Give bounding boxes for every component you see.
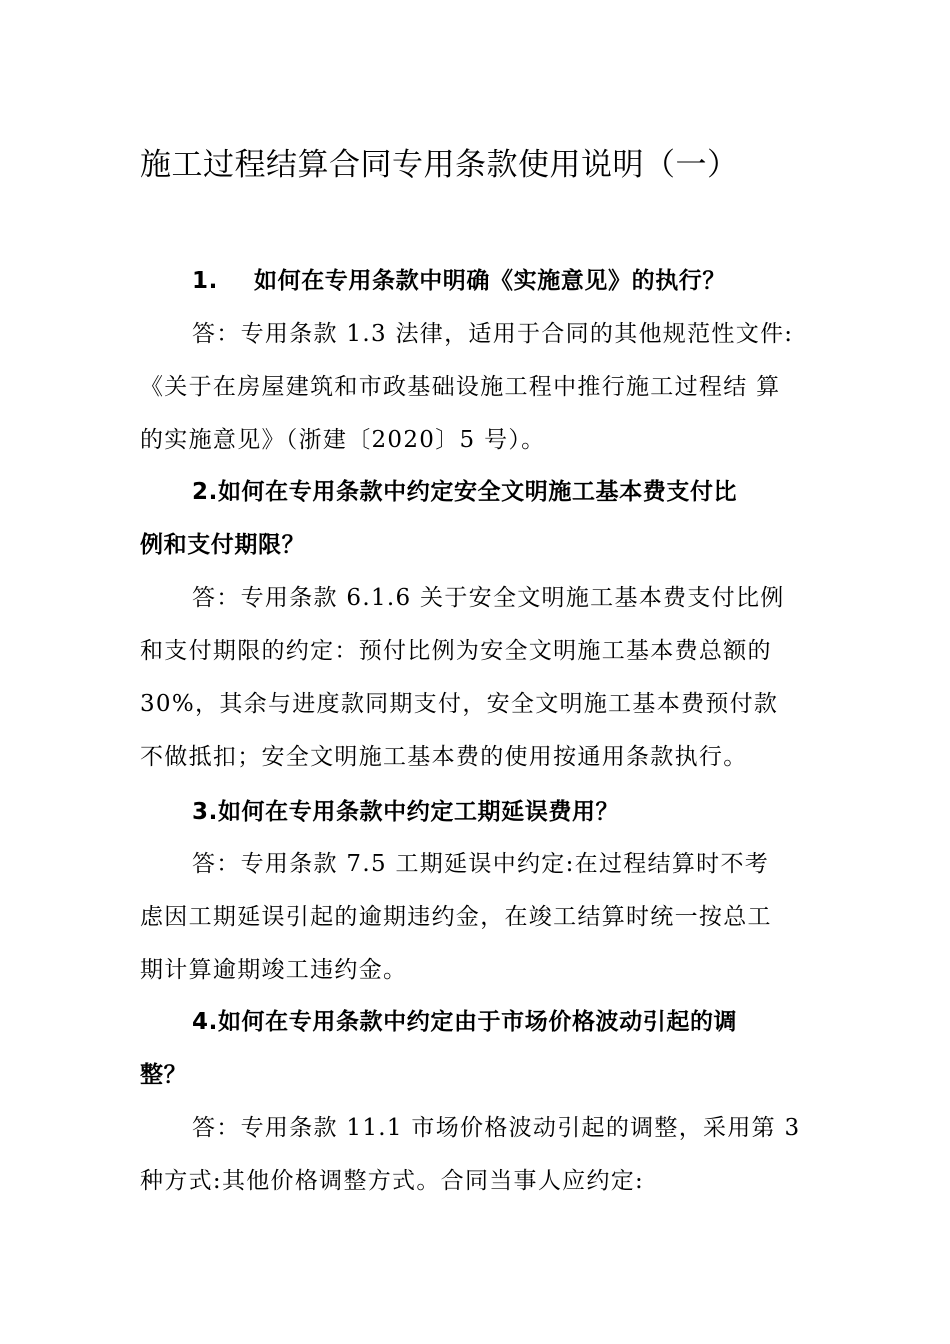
answer-3-line-3: 期计算逾期竣工违约金。 [140, 957, 408, 983]
question-4-line-2: 整？ [140, 1062, 188, 1088]
question-3-line-1: 3.如何在专用条款中约定工期延误费用？ [192, 799, 620, 825]
answer-4-line-1: 答：专用条款 11.1 市场价格波动引起的调整，采用第 3 [192, 1115, 801, 1141]
document-title: 施工过程结算合同专用条款使用说明（一） [140, 147, 739, 183]
answer-1-line-3: 的实施意见》（浙建〔2020〕5 号）。 [140, 427, 546, 453]
question-2-line-2: 例和支付期限？ [140, 532, 306, 558]
question-2-line-1: 2.如何在专用条款中约定安全文明施工基本费支付比 [192, 479, 738, 505]
answer-4-line-2: 种方式:其他价格调整方式。合同当事人应约定: [140, 1168, 645, 1194]
question-4 [140, 996, 820, 1102]
answer-3-line-1: 答：专用条款 7.5 工期延误中约定:在过程结算时不考 [192, 851, 770, 877]
question-1-text: 如何在专用条款中明确《实施意见》的执行？ [254, 268, 726, 294]
answer-3-line-2: 虑因工期延误引起的逾期违约金，在竣工结算时统一按总工 [140, 904, 772, 930]
answer-1 [140, 308, 820, 467]
answer-4 [140, 1102, 820, 1208]
answer-3 [140, 838, 820, 997]
question-1 [140, 255, 820, 308]
question-3 [140, 786, 820, 839]
answer-1-line-2: 《关于在房屋建筑和市政基础设施工程中推行施工过程结 算 [140, 374, 781, 400]
question-2 [140, 466, 820, 572]
question-4-line-1: 4.如何在专用条款中约定由于市场价格波动引起的调 [192, 1009, 738, 1035]
answer-2-line-4: 不做抵扣；安全文明施工基本费的使用按通用条款执行。 [140, 744, 748, 770]
question-1-number: 1. [192, 268, 218, 294]
answer-2 [140, 572, 820, 784]
answer-2-line-3: 30%，其余与进度款同期支付，安全文明施工基本费预付款 [140, 691, 779, 717]
answer-2-line-1: 答：专用条款 6.1.6 关于安全文明施工基本费支付比例 [192, 585, 785, 611]
answer-1-line-1: 答：专用条款 1.3 法律，适用于合同的其他规范性文件: [192, 321, 794, 347]
answer-2-line-2: 和支付期限的约定：预付比例为安全文明施工基本费总额的 [140, 638, 772, 664]
